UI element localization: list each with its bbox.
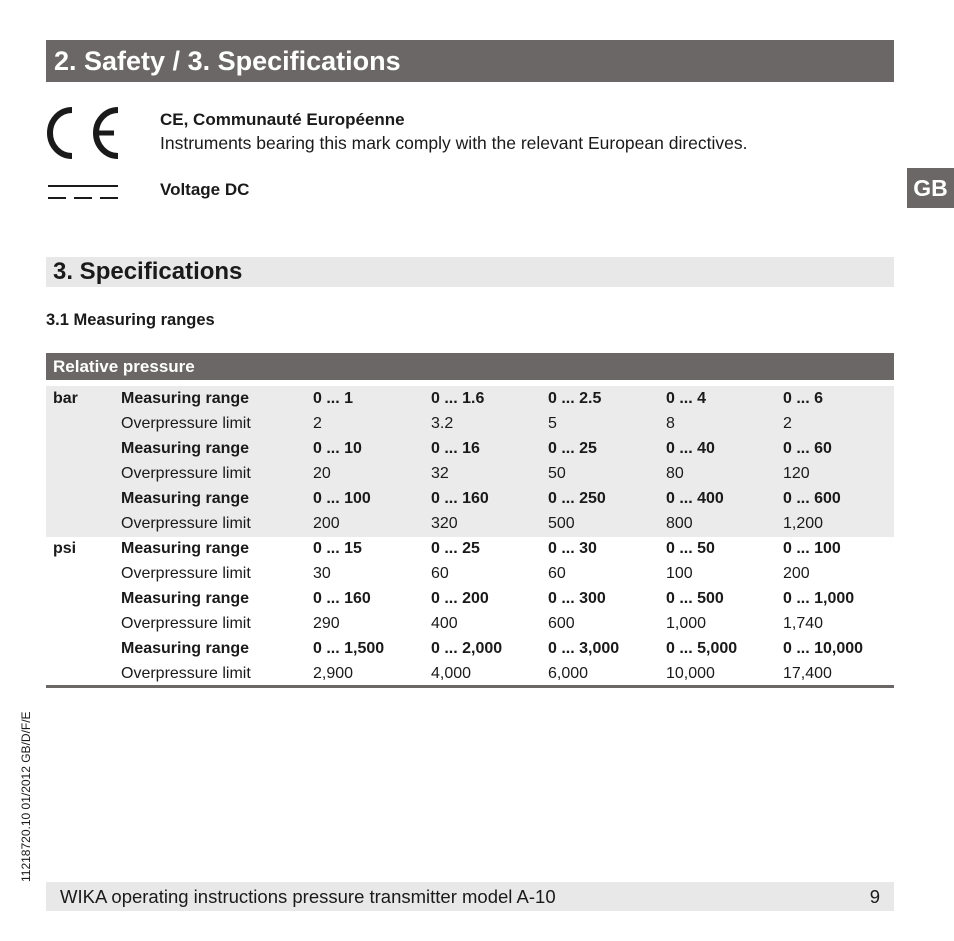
table-cell: 0 ... 10,000 — [783, 640, 864, 657]
row-label: Measuring range — [121, 540, 250, 557]
table-cell: 320 — [431, 515, 458, 532]
table-cell: 0 ... 600 — [783, 490, 841, 507]
unit-label: bar — [53, 390, 78, 407]
table-cell: 30 — [313, 565, 331, 582]
table-cell: 80 — [666, 465, 684, 482]
table-cell: 0 ... 1 — [313, 390, 354, 407]
page-number: 9 — [869, 886, 880, 907]
language-tab-gb: GB — [907, 168, 954, 208]
table-row — [46, 486, 894, 511]
table-cell: 0 ... 25 — [431, 540, 480, 557]
row-label: Measuring range — [121, 390, 250, 407]
table-cell: 0 ... 25 — [548, 440, 597, 457]
table-cell: 0 ... 40 — [666, 440, 715, 457]
table-cell: 120 — [783, 465, 810, 482]
row-label: Overpressure limit — [121, 465, 251, 482]
table-cell: 17,400 — [783, 665, 832, 682]
table-row — [46, 511, 894, 536]
table-cell: 0 ... 2,000 — [431, 640, 503, 657]
table-cell: 10,000 — [666, 665, 715, 682]
table-cell: 0 ... 60 — [783, 440, 832, 457]
table-cell: 0 ... 1,000 — [783, 590, 855, 607]
table-cell: 0 ... 10 — [313, 440, 362, 457]
table-cell: 1,200 — [783, 515, 824, 532]
table-cell: 4,000 — [431, 665, 472, 682]
table-cell: 200 — [783, 565, 810, 582]
table-cell: 500 — [548, 515, 575, 532]
table-cell: 0 ... 100 — [783, 540, 841, 557]
table-cell: 200 — [313, 515, 340, 532]
table-row — [46, 661, 894, 686]
table-cell: 400 — [431, 615, 458, 632]
table-row — [46, 561, 894, 586]
table-cell: 0 ... 30 — [548, 540, 597, 557]
row-label: Overpressure limit — [121, 515, 251, 532]
row-label: Measuring range — [121, 440, 250, 457]
table-row — [46, 436, 894, 461]
table-cell: 0 ... 4 — [666, 390, 707, 407]
table-row — [46, 586, 894, 611]
row-label: Overpressure limit — [121, 665, 251, 682]
table-cell: 0 ... 50 — [666, 540, 715, 557]
ce-mark-icon — [44, 104, 124, 162]
ce-symbol-description: Instruments bearing this mark comply with the relevant European directives. — [160, 133, 748, 153]
table-cell: 290 — [313, 615, 340, 632]
section-title: 3. Specifications — [46, 257, 894, 287]
table-cell: 1,000 — [666, 615, 707, 632]
table-bottom-rule — [46, 685, 894, 688]
table-cell: 2 — [783, 415, 792, 432]
table-cell: 50 — [548, 465, 566, 482]
table-row — [46, 611, 894, 636]
row-label: Measuring range — [121, 590, 250, 607]
table-cell: 0 ... 400 — [666, 490, 724, 507]
table-cell: 0 ... 1.6 — [431, 390, 485, 407]
table-cell: 0 ... 160 — [431, 490, 489, 507]
row-label: Measuring range — [121, 490, 250, 507]
row-label: Overpressure limit — [121, 565, 251, 582]
page-title: 2. Safety / 3. Specifications — [46, 40, 894, 82]
table-cell: 2,900 — [313, 665, 354, 682]
document-code-text: 11218720.10 01/2012 GB/D/F/E — [19, 711, 33, 882]
table-cell: 0 ... 3,000 — [548, 640, 620, 657]
voltage-dc-icon — [46, 182, 120, 202]
table-cell: 0 ... 100 — [313, 490, 371, 507]
page-footer — [46, 882, 894, 911]
subsection-title: 3.1 Measuring ranges — [46, 311, 215, 329]
table-cell: 0 ... 6 — [783, 390, 824, 407]
table-cell: 3.2 — [431, 415, 454, 432]
table-cell: 0 ... 15 — [313, 540, 362, 557]
table-cell: 0 ... 1,500 — [313, 640, 385, 657]
unit-label: psi — [53, 540, 77, 557]
table-header: Relative pressure — [46, 353, 894, 380]
row-label: Overpressure limit — [121, 615, 251, 632]
table-cell: 0 ... 200 — [431, 590, 489, 607]
table-cell: 2 — [313, 415, 322, 432]
row-label: Overpressure limit — [121, 415, 251, 432]
table-cell: 600 — [548, 615, 575, 632]
row-label: Measuring range — [121, 640, 250, 657]
table-cell: 0 ... 250 — [548, 490, 606, 507]
table-row — [46, 536, 894, 561]
table-cell: 0 ... 16 — [431, 440, 480, 457]
dc-symbol-title: Voltage DC — [160, 180, 250, 199]
table-cell: 5 — [548, 415, 557, 432]
table-cell: 0 ... 2.5 — [548, 390, 602, 407]
table-cell: 20 — [313, 465, 331, 482]
table-cell: 32 — [431, 465, 449, 482]
table-cell: 60 — [548, 565, 566, 582]
table-cell: 0 ... 5,000 — [666, 640, 738, 657]
table-cell: 0 ... 300 — [548, 590, 606, 607]
table-cell: 1,740 — [783, 615, 824, 632]
table-row — [46, 461, 894, 486]
table-cell: 100 — [666, 565, 693, 582]
document-code — [17, 682, 37, 882]
table-cell: 800 — [666, 515, 693, 532]
table-row — [46, 411, 894, 436]
table-row — [46, 636, 894, 661]
table-cell: 0 ... 160 — [313, 590, 371, 607]
table-cell: 0 ... 500 — [666, 590, 724, 607]
table-cell: 60 — [431, 565, 449, 582]
ce-symbol-title: CE, Communauté Européenne — [160, 110, 405, 129]
table-cell: 6,000 — [548, 665, 589, 682]
footer-text: WIKA operating instructions pressure transmitter model A-10 — [60, 886, 556, 907]
table-row — [46, 386, 894, 411]
table-cell: 8 — [666, 415, 675, 432]
